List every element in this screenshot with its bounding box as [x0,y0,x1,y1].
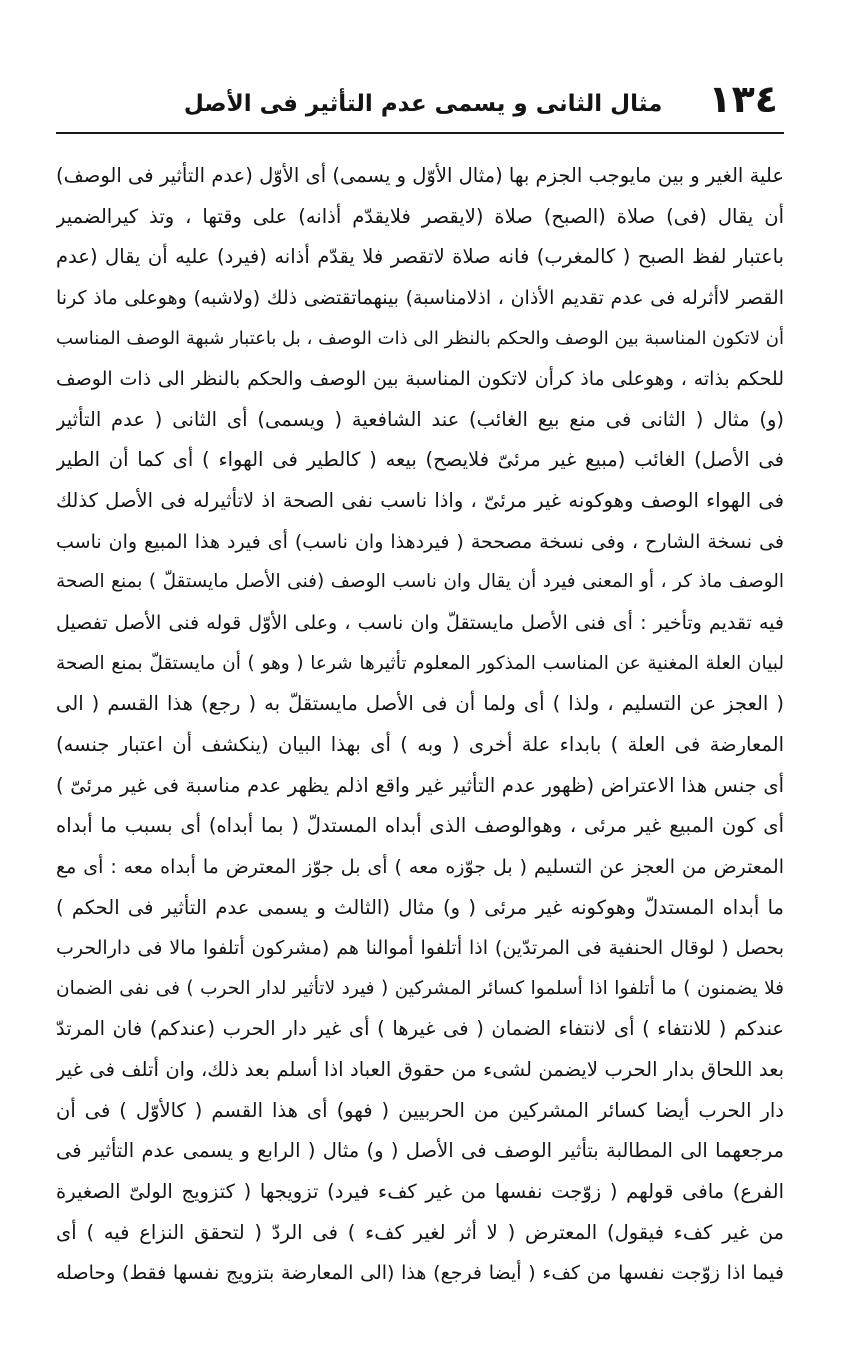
text-line: بعد اللحاق بدار الحرب لايضمن لشىء من حقوق العباد اذا أسلم بعد ذلك، وان أتلف فى غير [56,1058,784,1082]
text-line: فلا يضمنون ) ما أتلفوا اذا أسلموا كسائر المشركين ( فيرد لاتأثير لدار الحرب ) فى نفى الضمان [56,977,784,999]
text-line: (و) مثال ( الثانى فى منع بيع الغائب) عند الشافعية ( ويسمى) أى الثانى ( عدم التأثير [56,407,784,431]
text-line: ما أبداه المستدلّ وهوكونه غير مرئى ( و) مثال (الثالث و يسمى عدم التأثير فى الحكم ) [56,895,784,919]
text-line: الوصف ماذ كر ، أو المعنى فيرد أن يقال وان ناسب الوصف (فنى الأصل مايستقلّ ) بمنع الصحة [56,571,784,593]
body-text [56,156,784,1294]
text-line: فيه تقديم وتأخير : أى فنى الأصل مايستقلّ وان ناسب ، وعلى الأوّل قوله فنى الأصل تفصيل [56,612,784,635]
text-line: القصر لاأثرله فى عدم تقديم الأذان ، اذلامناسبة) بينهماتقتضى ذلك (ولاشبه) وهوعلى ماذ كرنا [56,286,784,309]
text-line: لبيان العلة المغنية عن المناسب المذكور المعلوم تأثيرها شرعا ( وهو ) أن مايستقلّ بمنع الصحة [56,652,784,674]
text-line: فى الأصل) الغائب (مبيع غير مرئىّ فلايصح) بيعه ( كالطير فى الهواء ) أى كما أن الطير [56,448,784,472]
text-line: فى نسخة الشارح ، وفى نسخة مصححة ( فيردهذا وان ناسب) أى فيرد هذا المبيع وان ناسب [56,530,784,553]
page-number: ١٣٤ [708,77,778,121]
text-line: فيما اذا زوّجت نفسها من كفء ( أيضا فرجع) هذا (الى المعارضة بتزويج نفسها فقط) وحاصله [56,1262,784,1285]
header-title: مثال الثانى و يسمى عدم التأثير فى الأصل [183,91,663,117]
text-line: أى جنس هذا الاعتراض (ظهور عدم التأثير غير واقع اذلم يظهر عدم مناسبة فى غير مرئىّ ) [56,773,784,797]
text-line: أى كون المبيع غير مرئى ، وهوالوصف الذى أبداه المستدلّ ( بما أبداه) أى بسبب ما أبداه [56,814,784,838]
text-line: أن لاتكون المناسبة بين الوصف والحكم بالنظر الى ذات الوصف ، بل باعتبار شبهة الوصف المناسب [56,327,784,349]
text-line: للحكم بذاته ، وهوعلى ماذ كرأن لاتكون المناسبة بين الوصف والحكم بالنظر الى ذات الوصف [56,368,784,391]
text-line: المعارضة فى العلة ) بابداء علة أخرى ( وبه ) أى بهذا البيان (ينكشف أن اعتبار جنسه) [56,732,784,756]
text-line: عندكم ( للانتفاء ) أى لانتفاء الضمان ( فى غيرها ) أى غير دار الحرب (عندكم) فان المرتدّ [56,1017,784,1041]
text-line: من غير كفء فيقول) المعترض ( لا أثر لغير كفء ) فى الردّ ( لتحقق النزاع فيه ) أى [56,1220,784,1244]
text-line: دار الحرب أيضا كسائر المشركين من الحربيين ( فهو) أى هذا القسم ( كالأوّل ) فى أن [56,1098,784,1122]
text-line: الفرع) مافى قولهم ( زوّجت نفسها من غير كفء فيرد) تزويجها ( كتزويج الولىّ الصغيرة [56,1180,784,1204]
text-line: بحصل ( لوقال الحنفية فى المرتدّين) اذا أتلفوا أموالنا هم (مشركون أتلفوا مالا فى دارالحرب [56,937,784,960]
text-line: مرجعهما الى المطالبة بتأثير الوصف فى الأصل ( و) مثال ( الرابع و يسمى عدم التأثير فى [56,1139,784,1163]
text-line: ( العجز عن التسليم ، ولذا ) أى ولما أن فى الأصل مايستقلّ به ( رجع) هذا القسم ( الى [56,692,784,716]
text-line: المعترض من العجز عن التسليم ( بل جوّزه معه ) أى بل جوّز المعترض ما أبداه معه : أى مع [56,855,784,878]
text-line: أن يقال (فى) صلاة (الصبح) صلاة (لايقصر فلايقدّم أذانه) على وقتها ، وتذ كيرالضمير [56,204,784,228]
text-line: فى الهواء الوصف وهوكونه غير مرئىّ ، واذا ناسب نفى الصحة اذ لاتأثيرله فى الأصل كذلك [56,489,784,513]
running-head [56,0,784,124]
header-rule [56,132,784,134]
text-line: باعتبار لفظ الصبح ( كالمغرب) فانه صلاة لاتقصر فلا يقدّم أذانه (فيرد) عليه أن يقال (عدم [56,245,784,269]
text-line: علية الغير و بين مايوجب الجزم بها (مثال الأوّل و يسمى) أى الأوّل (عدم التأثير فى الوصف) [56,164,784,187]
